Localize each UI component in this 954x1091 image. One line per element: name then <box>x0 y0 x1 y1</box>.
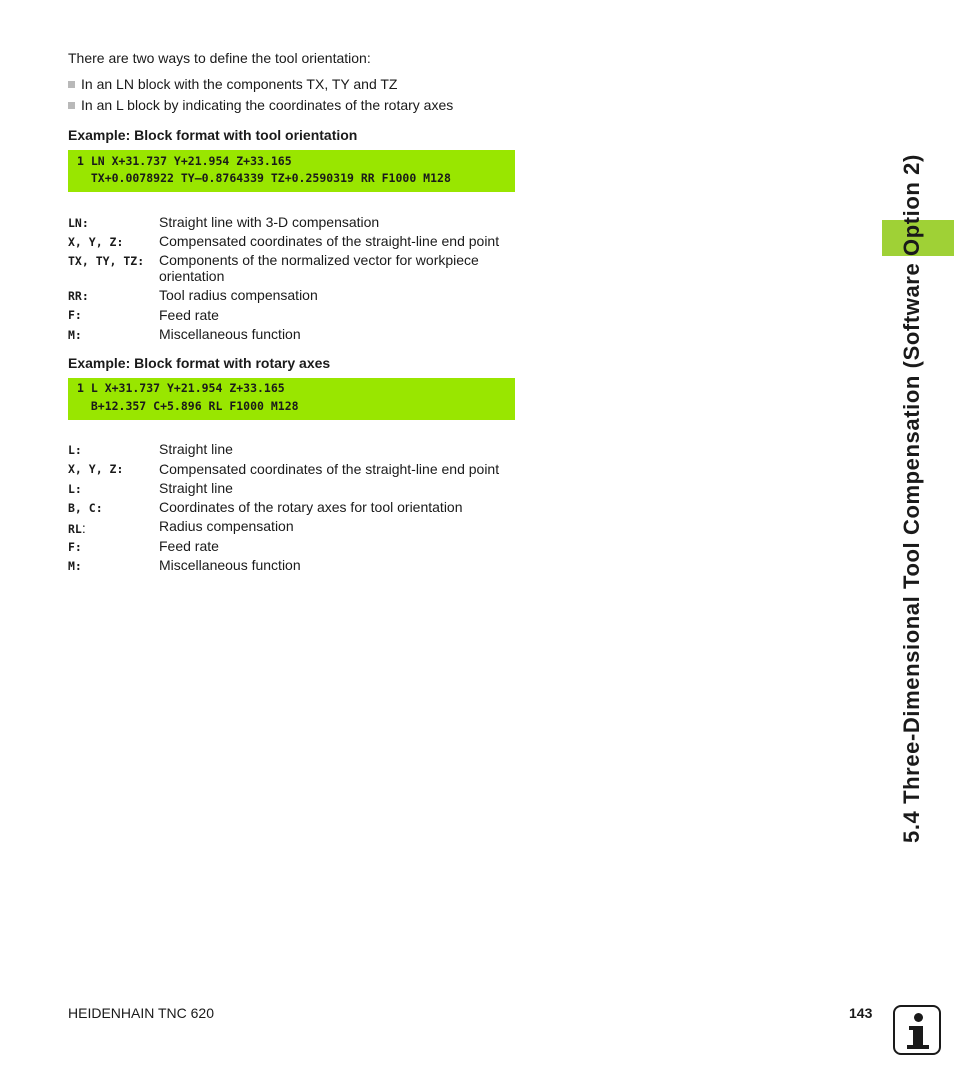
example-heading: Example: Block format with rotary axes <box>68 355 331 371</box>
definition-term: M: <box>68 559 82 573</box>
code-line: 1 L X+31.737 Y+21.954 Z+33.165 <box>77 381 285 395</box>
example-heading: Example: Block format with tool orientation <box>68 127 358 143</box>
term-suffix: : <box>81 520 86 536</box>
bullet-text: In an LN block with the components TX, TY and TZ <box>81 76 398 92</box>
definition-term: B, C: <box>68 501 103 515</box>
definition-desc: Radius compensation <box>159 518 294 534</box>
definition-desc: Compensated coordinates of the straight-line end point <box>159 461 500 477</box>
definition-desc: Straight line with 3-D compensation <box>159 214 380 230</box>
info-icon <box>893 1005 941 1055</box>
bullet-item <box>68 76 397 93</box>
chapter-title-text: 5.4 Three-Dimensional Tool Compensation (Software Option 2) <box>899 154 924 843</box>
code-line: B+12.357 C+5.896 RL F1000 M128 <box>77 399 299 413</box>
definition-desc: Components of the normalized vector for workpiece orientation <box>159 252 479 284</box>
intro-text: There are two ways to define the tool orientation: <box>68 50 371 66</box>
code-line: 1 LN X+31.737 Y+21.954 Z+33.165 <box>77 154 292 168</box>
definition-term: F: <box>68 540 82 554</box>
definition-desc: Miscellaneous function <box>159 326 301 342</box>
definition-desc: Coordinates of the rotary axes for tool orientation <box>159 499 463 515</box>
definition-desc: Tool radius compensation <box>159 287 318 303</box>
definition-term: TX, TY, TZ: <box>68 254 145 268</box>
definition-desc: Straight line <box>159 441 233 457</box>
term-code: RL <box>68 522 82 536</box>
definition-desc: Compensated coordinates of the straight-line end point <box>159 233 500 249</box>
definition-term: X, Y, Z: <box>68 462 124 476</box>
definition-desc: Feed rate <box>159 307 219 323</box>
code-block <box>68 150 515 192</box>
definition-term: L: <box>68 443 82 457</box>
definition-term: L: <box>68 482 82 496</box>
definition-term <box>68 520 86 536</box>
definition-term: X, Y, Z: <box>68 235 124 249</box>
definition-desc: Straight line <box>159 480 233 496</box>
bullet-text: In an L block by indicating the coordinates of the rotary axes <box>81 97 454 113</box>
page-number: 143 <box>849 1005 873 1021</box>
definition-term: M: <box>68 328 82 342</box>
footer-product: HEIDENHAIN TNC 620 <box>68 1005 215 1021</box>
bullet-square-icon <box>68 102 75 109</box>
bullet-square-icon <box>68 81 75 88</box>
definition-term: F: <box>68 308 82 322</box>
definition-desc: Feed rate <box>159 538 219 554</box>
definition-term: RR: <box>68 289 89 303</box>
definition-term: LN: <box>68 216 89 230</box>
code-line: TX+0.0078922 TY–0.8764339 TZ+0.2590319 RR F1000 M128 <box>77 171 451 185</box>
definition-desc: Miscellaneous function <box>159 557 301 573</box>
bullet-item <box>68 97 453 114</box>
code-block <box>68 378 515 420</box>
